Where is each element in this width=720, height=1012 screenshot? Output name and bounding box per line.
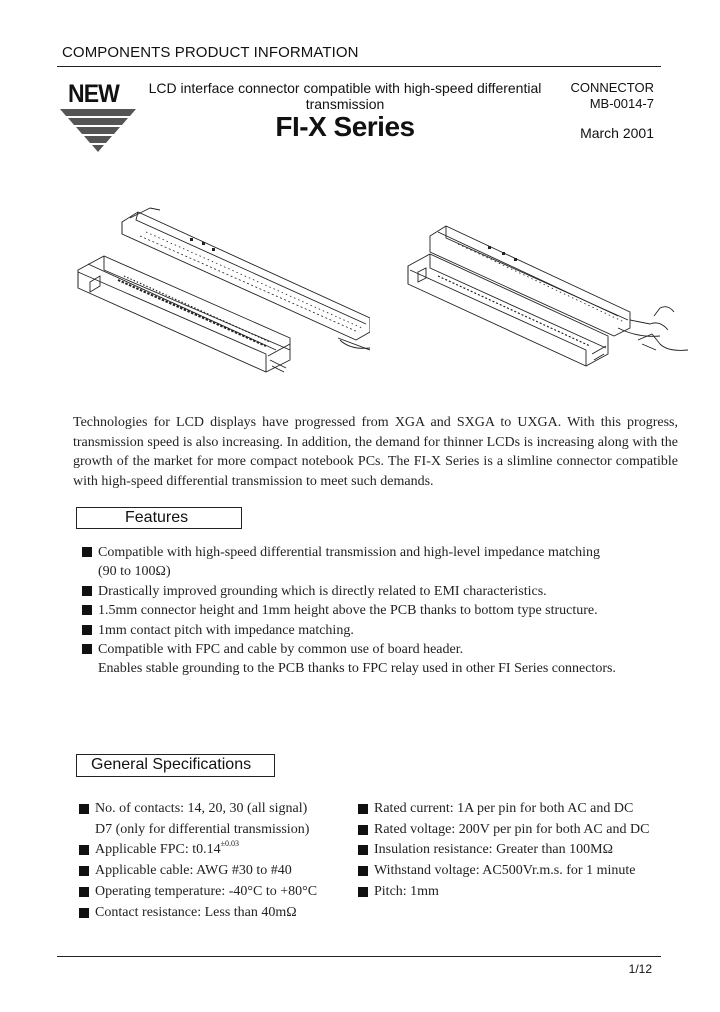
list-item: Compatible with high-speed differential transmission and high-level impedance matching (90 to 100Ω) [82,543,682,582]
list-item: Compatible with FPC and cable by common use of board header. Enables stable grounding to the PCB thanks to FPC relay used in other FI Series connectors. [82,640,682,679]
square-bullet-icon [358,845,368,855]
document-header-title: COMPONENTS PRODUCT INFORMATION [62,44,359,61]
list-item: Contact resistance: Less than 40mΩ [79,903,359,924]
square-bullet-icon [82,625,92,635]
list-item: Rated voltage: 200V per pin for both AC and DC [358,820,688,841]
intro-paragraph: Technologies for LCD displays have progressed from XGA and SXGA to UXGA. With this progress, transmission speed is also increasing. In addition, the demand for thinner LCDs is increasing along with the growth of the market for more compact notebook PCs. The FI-X Series is a slimline connector compatible with high-speed differential transmission to meet such demands. [73,415,678,490]
features-list [82,543,682,679]
connector-drawing-cable [398,212,693,372]
square-bullet-icon [79,845,89,855]
square-bullet-icon [358,866,368,876]
list-item: Withstand voltage: AC500Vr.m.s. for 1 minute [358,861,688,882]
list-item: 1.5mm connector height and 1mm height above the PCB thanks to bottom type structure. [82,601,682,620]
category-label: CONNECTOR [570,80,654,95]
square-bullet-icon [79,887,89,897]
list-item: Drastically improved grounding which is directly related to EMI characteristics. [82,582,682,601]
footer-divider [57,956,661,957]
square-bullet-icon [358,804,368,814]
document-meta [560,80,654,112]
list-item: 1mm contact pitch with impedance matching. [82,621,682,640]
specifications-heading: General Specifications [76,754,275,777]
square-bullet-icon [358,887,368,897]
fpc-tolerance: ±0.03 [220,838,240,848]
list-item: Insulation resistance: Greater than 100MΩ [358,840,688,861]
subtitle-line-2: transmission [305,96,385,112]
document-number: MB-0014-7 [589,96,654,111]
square-bullet-icon [82,586,92,596]
header-divider [57,66,661,67]
connector-drawing-fpc [70,200,370,380]
subtitle-line-1: LCD interface connector compatible with high-speed differential [148,80,542,96]
square-bullet-icon [79,804,89,814]
square-bullet-icon [82,644,92,654]
document-date: March 2001 [580,125,654,141]
list-item: Pitch: 1mm [358,882,688,903]
square-bullet-icon [79,866,89,876]
square-bullet-icon [358,825,368,835]
list-item: Operating temperature: -40°C to +80°C [79,882,359,903]
logo-word: NEW [68,80,119,108]
list-item: Applicable cable: AWG #30 to #40 [79,861,359,882]
square-bullet-icon [79,908,89,918]
features-heading: Features [76,507,242,529]
list-item: No. of contacts: 14, 20, 30 (all signal) D7 (only for differential transmission) [79,799,359,840]
square-bullet-icon [82,547,92,557]
document-subtitle [140,80,550,112]
specifications-left-column [79,799,359,923]
square-bullet-icon [82,605,92,615]
series-title: FI-X Series [275,111,415,142]
page-number: 1/12 [628,962,652,976]
specifications-right-column [358,799,688,903]
list-item: Applicable FPC: $t0.14^{\pm 0.03}$ [79,840,359,861]
list-item: Rated current: 1A per pin for both AC and DC [358,799,688,820]
